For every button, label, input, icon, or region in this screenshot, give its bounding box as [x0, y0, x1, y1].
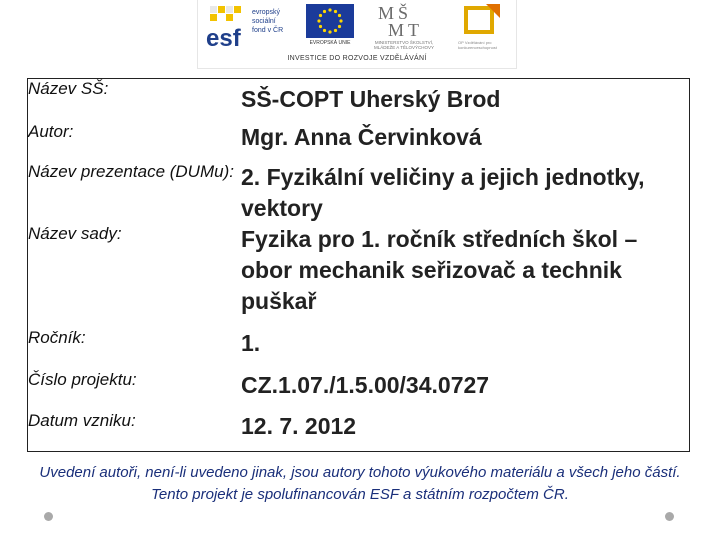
op-caption: OP Vzdělávání pro konkurenceschopnost [458, 40, 497, 50]
svg-text:Š: Š [398, 3, 409, 23]
op-logo [456, 2, 508, 52]
row-value: CZ.1.07./1.5.00/34.0727 [241, 372, 490, 398]
row-label: Číslo projektu: [28, 370, 137, 389]
row-value: SŠ-COPT Uherský Brod [241, 86, 501, 112]
eu-logo [306, 4, 354, 50]
table-row [28, 122, 690, 162]
metadata-table [27, 78, 690, 452]
row-value: 2. Fyzikální veličiny a jejich jednotky, vektory [241, 164, 645, 221]
row-label: Ročník: [28, 328, 86, 347]
table-row [28, 162, 690, 224]
eu-flag-icon [306, 4, 354, 38]
row-value: Fyzika pro 1. ročník středních škol – obor mechanik seřizovač a technik puškař [241, 226, 638, 314]
row-label: Název sady: [28, 224, 122, 243]
table-row [28, 411, 690, 452]
table-row [28, 224, 690, 328]
slide-dot-decoration [665, 512, 674, 521]
esf-line: sociální [252, 18, 276, 25]
svg-text:esf: esf [206, 25, 241, 50]
logo-tagline: INVESTICE DO ROZVOJE VZDĚLÁVÁNÍ [287, 55, 427, 62]
msmt-caption: MINISTERSTVO ŠKOLSTVÍ, MLÁDEŽE A TĚLOVÝCHOVY [374, 40, 434, 50]
row-label: Autor: [28, 122, 74, 141]
table-row [28, 328, 690, 370]
svg-text:T: T [408, 20, 419, 38]
svg-text:M: M [388, 20, 405, 38]
row-label: Název SŠ: [28, 79, 109, 98]
logo-bar [198, 0, 516, 68]
esf-line: fond v ČR [252, 27, 284, 34]
table-row [28, 79, 690, 123]
esf-line: evropský [252, 9, 281, 16]
esf-text [252, 8, 302, 35]
slide-dot-decoration [44, 512, 53, 521]
row-label: Datum vzniku: [28, 411, 136, 430]
svg-text:M: M [378, 3, 395, 23]
op-mark-icon [456, 2, 508, 38]
row-value: 12. 7. 2012 [241, 413, 357, 439]
row-value: Mgr. Anna Červinková [241, 124, 482, 150]
table-row [28, 370, 690, 411]
eu-caption: EVROPSKÁ UNIE [309, 40, 351, 46]
row-value: 1. [241, 330, 261, 356]
row-label: Název prezentace (DUMu): [28, 162, 234, 181]
msmt-logo [368, 2, 440, 50]
esf-logo [206, 4, 301, 50]
msmt-mark-icon [368, 2, 440, 38]
footer-note: Uvedení autoři, není-li uvedeno jinak, jsou autory tohoto výukového materiálu a všech jeho částí. Tento projekt je spolufinancován ESF a státním rozpočtem ČR. [39, 464, 681, 503]
esf-mark-icon [206, 4, 248, 50]
